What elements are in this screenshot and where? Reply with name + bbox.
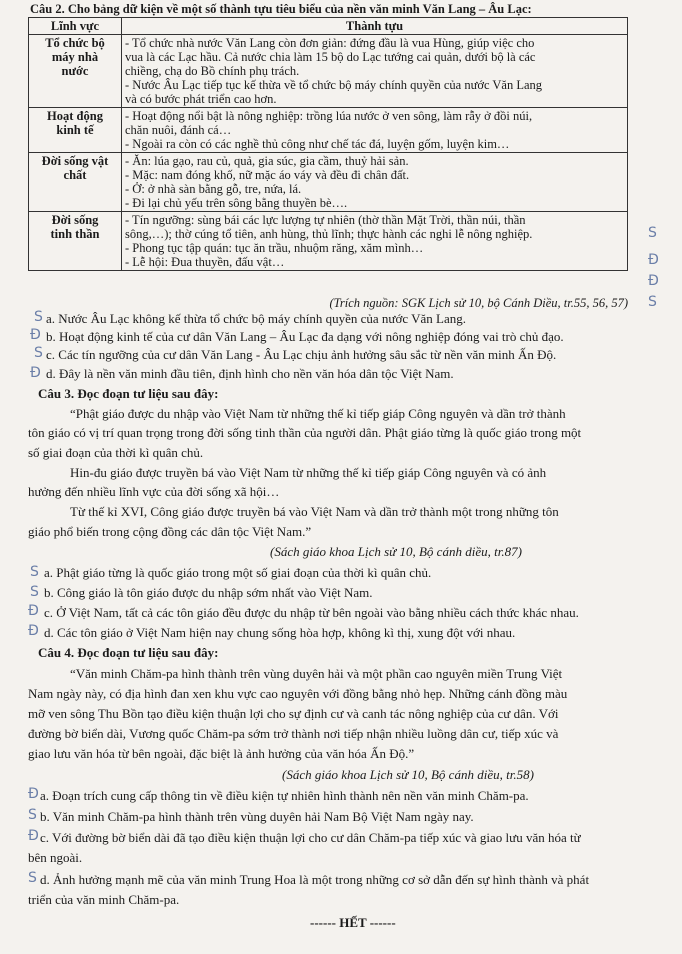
row-field: Đời sống vật chất — [29, 153, 122, 212]
row-field: Hoạt động kinh tế — [29, 108, 122, 153]
pencil-mark-icon: Đ — [28, 786, 39, 802]
pencil-mark-icon: Đ — [648, 273, 659, 289]
q3-paragraph-line: Từ thế kỉ XVI, Công giáo được truyền bá vào Việt Nam và dần trở thành một trong những tôn — [70, 504, 559, 519]
question-2-title: Câu 2. Cho bảng dữ kiện về một số thành tựu tiêu biểu của nền văn minh Văn Lang – Âu Lạc: — [30, 2, 532, 16]
q2-option-b: b. Hoạt động kinh tế của cư dân Văn Lang – Âu Lạc đa dạng với nông nghiệp đóng vai trò chủ đạo. — [46, 329, 564, 344]
q3-paragraph-line: tôn giáo có vị trí quan trọng trong đời sống tinh thần của người dân. Phật giáo từng là quốc giáo trong một — [28, 425, 582, 440]
q4-option-c-cont: bên ngoài. — [28, 850, 83, 865]
q2-option-d: d. Đây là nền văn minh đầu tiên, định hình cho nền văn hóa dân tộc Việt Nam. — [46, 366, 454, 381]
q3-paragraph-line: giáo phổ biến trong cộng đồng các dân tộc Việt Nam.” — [28, 524, 312, 539]
q2-option-a: a. Nước Âu Lạc không kế thừa tổ chức bộ máy chính quyền của nước Văn Lang. — [46, 311, 467, 326]
q3-paragraph-line: “Phật giáo được du nhập vào Việt Nam từ những thế kỉ tiếp giáp Công nguyên và dần trở thành — [70, 406, 566, 421]
pencil-mark-icon: S — [28, 807, 37, 823]
pencil-mark-icon: S — [648, 225, 657, 241]
q3-paragraph-line: Hin-đu giáo được truyền bá vào Việt Nam từ những thế kỉ tiếp giáp Công nguyên và có ảnh — [70, 465, 547, 480]
row-content: - Tổ chức nhà nước Văn Lang còn đơn giản: đứng đầu là vua Hùng, giúp việc cho vua là các Lạc hầu. Cả nước chia làm 15 bộ do Lạc tướng cai quản, dưới bộ là các chiềng, chạ do Bồ chính phụ trách. - Nước Âu Lạc tiếp tục kế thừa về tổ chức bộ máy chính quyền của nước Văn Lang và có bước phát triển cao hơn. — [122, 35, 628, 108]
q4-paragraph-line: “Văn minh Chăm-pa hình thành trên vùng duyên hải và một phần cao nguyên miền Trung Việt — [70, 666, 563, 681]
q3-option-d: d. Các tôn giáo ở Việt Nam hiện nay chung sống hòa hợp, không kì thị, xung đột với nhau. — [44, 625, 516, 640]
table-row — [29, 212, 628, 271]
q4-paragraph-line: mỡ ven sông Thu Bồn tạo điều kiện thuận lợi cho sự định cư và canh tác nông nghiệp của cư dân. Với — [28, 706, 559, 721]
q4-option-c: c. Với đường bờ biển dài đã tạo điều kiện thuận lợi cho cư dân Chăm-pa tiếp xúc và giao lưu văn hóa từ — [40, 830, 581, 845]
q3-paragraph-line: số giai đoạn của thời kì quân chủ. — [28, 445, 204, 460]
achievements-table — [28, 17, 628, 271]
q4-option-a: a. Đoạn trích cung cấp thông tin về điều kiện tự nhiên hình thành nên nền văn minh Chăm-pa. — [40, 788, 529, 803]
end-marker: ------ HẾT ------ — [310, 915, 396, 930]
pencil-mark-icon: Đ — [30, 365, 41, 381]
row-content: - Ăn: lúa gạo, rau củ, quả, gia súc, gia cầm, thuỷ hải sản. - Mặc: nam đóng khố, nữ mặc áo váy và đều đi chân đất. - Ở: ở nhà sàn bằng gỗ, tre, nứa, lá. - Đi lại chủ yếu trên sông bằng thuyền bè…. — [122, 153, 628, 212]
table-row — [29, 108, 628, 153]
pencil-mark-icon: S — [34, 309, 43, 325]
q3-option-c: c. Ở Việt Nam, tất cả các tôn giáo đều được du nhập từ bên ngoài vào bằng nhiều cách thức khác nhau. — [44, 605, 579, 620]
question-2-source: (Trích nguồn: SGK Lịch sử 10, bộ Cánh Diều, tr.55, 56, 57) — [329, 296, 628, 310]
row-content: - Tín ngưỡng: sùng bái các lực lượng tự nhiên (thờ thần Mặt Trời, thần núi, thần sông,…); thờ cúng tổ tiên, anh hùng, thủ lĩnh; thực hành các nghi lễ nông nghiệp. - Phong tục tập quán: tục ăn trầu, nhuộm răng, xăm mình… - Lễ hội: Đua thuyền, đấu vật… — [122, 212, 628, 271]
table-header-row — [29, 18, 628, 35]
pencil-mark-icon: S — [28, 870, 37, 886]
q4-source: (Sách giáo khoa Lịch sử 10, Bộ cánh diều, tr.58) — [282, 767, 534, 782]
column-header-field: Lĩnh vực — [29, 18, 122, 35]
q3-paragraph-line: hưởng đến nhiều lĩnh vực của đời sống xã hội… — [28, 484, 280, 499]
pencil-mark-icon: S — [30, 584, 39, 600]
question-4-heading: Câu 4. Đọc đoạn tư liệu sau đây: — [38, 645, 219, 660]
table-row — [29, 153, 628, 212]
q4-option-d-cont: triển của văn minh Chăm-pa. — [28, 892, 180, 907]
q4-option-b: b. Văn minh Chăm-pa hình thành trên vùng duyên hải Nam Bộ Việt Nam ngày nay. — [40, 809, 474, 824]
q3-source: (Sách giáo khoa Lịch sử 10, Bộ cánh diều, tr.87) — [270, 544, 522, 559]
q3-option-b: b. Công giáo là tôn giáo được du nhập sớm nhất vào Việt Nam. — [44, 585, 373, 600]
q2-option-c: c. Các tín ngưỡng của cư dân Văn Lang - Âu Lạc chịu ảnh hưởng sâu sắc từ nền văn minh Ấn Độ. — [46, 347, 557, 362]
row-field: Tổ chức bộ máy nhà nước — [29, 35, 122, 108]
q4-paragraph-line: Nam ngày này, có địa hình đan xen khu vực cao nguyên với đồng bằng nhỏ hẹp. Những cánh đồng màu — [28, 686, 568, 701]
pencil-mark-icon: S — [648, 294, 657, 310]
table-row — [29, 35, 628, 108]
pencil-mark-icon: S — [34, 345, 43, 361]
column-header-achievement: Thành tựu — [122, 18, 628, 35]
pencil-mark-icon: S — [30, 564, 39, 580]
row-content: - Hoạt động nổi bật là nông nghiệp: trồng lúa nước ở ven sông, làm rẫy ở đồi núi, chăn nuôi, đánh cá… - Ngoài ra còn có các nghề thủ công như chế tác đá, luyện gốm, luyện kim… — [122, 108, 628, 153]
q4-paragraph-line: đường bờ biển dài, Vương quốc Chăm-pa sớm trở thành nơi tiếp nhận nhiều luồng dân cư, tiếp xúc và — [28, 726, 559, 741]
pencil-mark-icon: Đ — [648, 252, 659, 268]
pencil-mark-icon: Đ — [30, 327, 41, 343]
pencil-mark-icon: Đ — [28, 828, 39, 844]
q3-option-a: a. Phật giáo từng là quốc giáo trong một số giai đoạn của thời kì quân chủ. — [44, 565, 432, 580]
pencil-mark-icon: Đ — [28, 603, 39, 619]
question-3-heading: Câu 3. Đọc đoạn tư liệu sau đây: — [38, 386, 219, 401]
row-field: Đời sống tinh thần — [29, 212, 122, 271]
pencil-mark-icon: Đ — [28, 623, 39, 639]
q4-option-d: d. Ảnh hưởng mạnh mẽ của văn minh Trung Hoa là một trong những cơ sở dẫn đến sự hình thành và phát — [40, 872, 590, 887]
q4-paragraph-line: giao lưu văn hóa từ bên ngoài, đặc biệt là ảnh hưởng của văn hóa Ấn Độ.” — [28, 746, 415, 761]
